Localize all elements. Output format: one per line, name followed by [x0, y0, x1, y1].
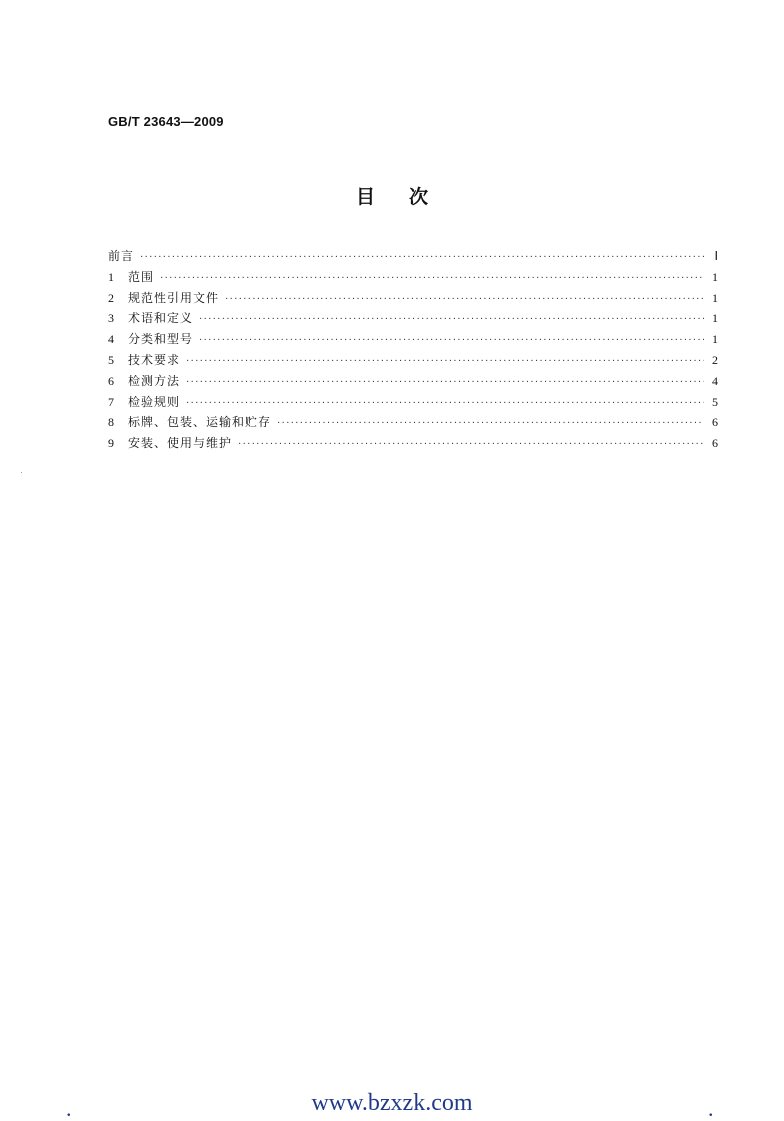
toc-entry-number: 7 [108, 394, 114, 409]
toc-leader-dots [160, 269, 704, 290]
toc-entry-number: 4 [108, 332, 114, 347]
toc-title-part2: 次 [409, 186, 429, 208]
toc-entry-6[interactable] [108, 371, 718, 392]
toc-entry-page: 5 [712, 394, 718, 409]
toc-entry-page: 1 [712, 311, 718, 326]
toc-leader-dots [238, 435, 704, 456]
toc-leader-dots [186, 394, 704, 415]
toc-entry-4[interactable] [108, 329, 718, 350]
toc-entry-label: 范围 [128, 269, 155, 284]
toc-entry-foreword[interactable] [108, 246, 718, 267]
document-code: GB/T 23643—2009 [108, 114, 224, 129]
toc-entry-label: 标牌、包装、运输和贮存 [128, 415, 272, 430]
toc-entry-1[interactable] [108, 267, 718, 288]
toc-entry-label: 安装、使用与维护 [128, 436, 233, 451]
footer-right-dot: . [708, 1096, 714, 1121]
toc-entry-number: 9 [108, 436, 114, 451]
toc-entry-page: 1 [712, 290, 718, 305]
toc-entry-8[interactable] [108, 412, 718, 433]
toc-entry-label: 前言 [108, 249, 135, 263]
toc-entry-number: 1 [108, 269, 114, 284]
scan-speck [21, 472, 22, 473]
toc-entry-page: Ⅰ [714, 249, 718, 263]
toc-leader-dots [186, 352, 704, 373]
toc-entry-label: 检验规则 [128, 394, 181, 409]
toc-entry-2[interactable] [108, 288, 718, 309]
toc-entry-number: 2 [108, 290, 114, 305]
toc-leader-dots [225, 290, 704, 311]
toc-entry-page: 1 [712, 269, 718, 284]
toc-leader-dots [199, 310, 704, 331]
toc-entry-7[interactable] [108, 392, 718, 413]
toc-entry-number: 5 [108, 352, 114, 367]
toc-entry-number: 3 [108, 311, 114, 326]
toc-entry-5[interactable] [108, 350, 718, 371]
toc-entry-9[interactable] [108, 433, 718, 454]
toc-leader-dots [199, 331, 704, 352]
toc-entry-number: 8 [108, 415, 114, 430]
toc-entry-page: 6 [712, 436, 718, 451]
toc-entry-number: 6 [108, 373, 114, 388]
toc-entry-page: 2 [712, 352, 718, 367]
toc-entry-3[interactable] [108, 308, 718, 329]
toc-entry-label: 术语和定义 [128, 311, 194, 326]
table-of-contents [108, 246, 718, 454]
toc-entry-label: 技术要求 [128, 352, 181, 367]
toc-leader-dots [140, 248, 704, 269]
toc-title-part1: 目 [355, 186, 375, 208]
footer-website-link[interactable]: www.bzxzk.com [311, 1090, 473, 1116]
toc-entry-page: 1 [712, 332, 718, 347]
toc-entry-page: 4 [712, 373, 718, 388]
toc-entry-label: 分类和型号 [128, 332, 194, 347]
footer-left-dot: . [66, 1096, 72, 1121]
toc-title [0, 182, 784, 209]
toc-entry-label: 规范性引用文件 [128, 290, 220, 305]
toc-leader-dots [186, 373, 704, 394]
toc-entry-page: 6 [712, 415, 718, 430]
toc-leader-dots [277, 414, 704, 435]
toc-entry-label: 检测方法 [128, 373, 181, 388]
